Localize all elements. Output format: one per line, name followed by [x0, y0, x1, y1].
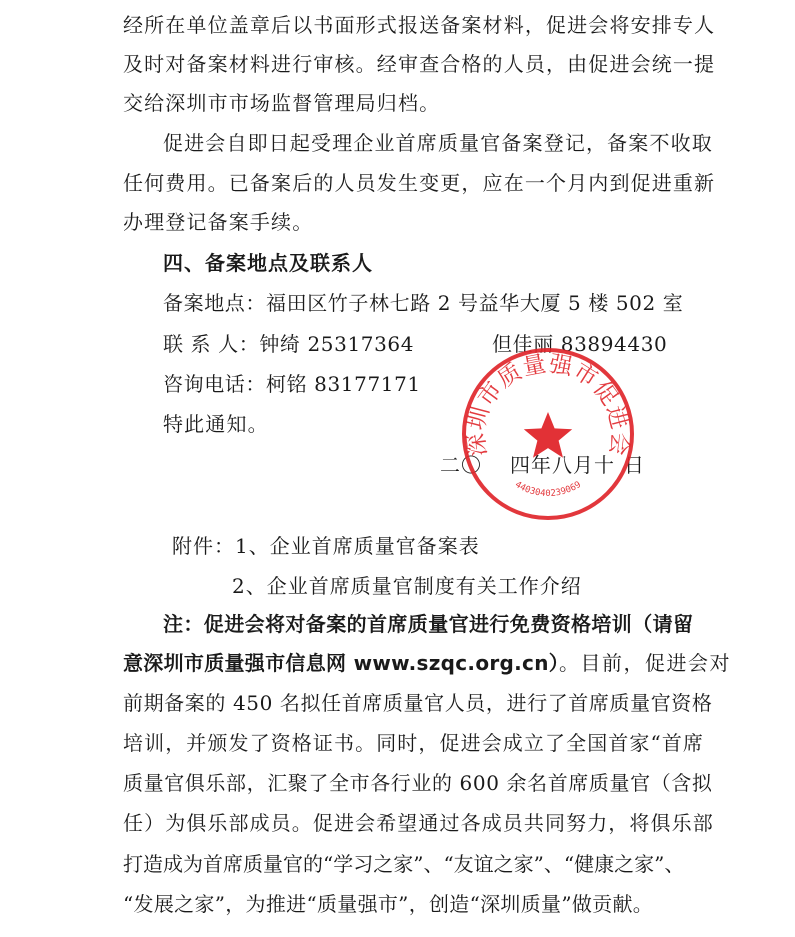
paragraph-line: 经所在单位盖章后以书面形式报送备案材料，促进会将安排专人: [123, 13, 716, 37]
paragraph-line: 办理登记备案手续。: [123, 210, 314, 234]
seal-org-text: 深圳市质量强市促进会: [463, 350, 633, 458]
note-line: 打造成为首席质量官的“学习之家”、“友谊之家”、“健康之家”、: [123, 852, 685, 876]
paragraph-line: 促进会自即日起受理企业首席质量官备案登记，备案不收取: [163, 131, 713, 155]
section-heading: 四、备案地点及联系人: [163, 251, 373, 275]
attachment-item: 2、企业首席质量官制度有关工作介绍: [232, 574, 582, 598]
seal-code: 4403040239069: [513, 479, 583, 499]
paragraph-line: 及时对备案材料进行审核。经审查合格的人员，由促进会统一提: [123, 52, 716, 76]
note-line-2: [123, 650, 731, 676]
paragraph-line: 交给深圳市市场监督管理局归档。: [123, 91, 441, 115]
date-middle: 四年八月十: [510, 453, 615, 477]
note-bold-text: 意深圳市质量强市信息网 www.szqc.org.cn）: [123, 651, 560, 675]
date-left: 二〇: [440, 453, 482, 477]
date-end: 日: [624, 453, 644, 477]
attachment-item: 附件：1、企业首席质量官备案表: [172, 534, 480, 558]
notice-end: 特此通知。: [163, 412, 269, 436]
address-line: 备案地点：福田区竹子林七路 2 号益华大厦 5 楼 502 室: [163, 291, 684, 315]
note-line: 任）为俱乐部成员。促进会希望通过各成员共同努力，将俱乐部: [123, 811, 714, 835]
note-line: 前期备案的 450 名拟任首席质量官人员，进行了首席质量官资格: [123, 691, 713, 715]
note-heading: 注：促进会将对备案的首席质量官进行免费资格培训（请留: [163, 612, 694, 636]
contact-second: 但佳丽 83894430: [492, 332, 668, 356]
note-line: 质量官俱乐部，汇聚了全市各行业的 600 余名首席质量官（含拟: [123, 771, 713, 795]
svg-text:4403040239069: [513, 480, 583, 499]
note-line: “发展之家”，为推进“质量强市”，创造“深圳质量”做贡献。: [123, 892, 654, 916]
official-seal: [460, 346, 636, 522]
star-icon: [524, 412, 572, 458]
note-line: 培训，并颁发了资格证书。同时，促进会成立了全国首家“首席: [123, 731, 705, 755]
consult-line: 咨询电话：柯铭 83177171: [163, 372, 421, 396]
contact-line: 联 系 人：钟绮 25317364: [163, 332, 415, 356]
paragraph-line: 任何费用。已备案后的人员发生变更，应在一个月内到促进重新: [123, 171, 716, 195]
note-text: 。目前，促进会对: [559, 651, 732, 675]
